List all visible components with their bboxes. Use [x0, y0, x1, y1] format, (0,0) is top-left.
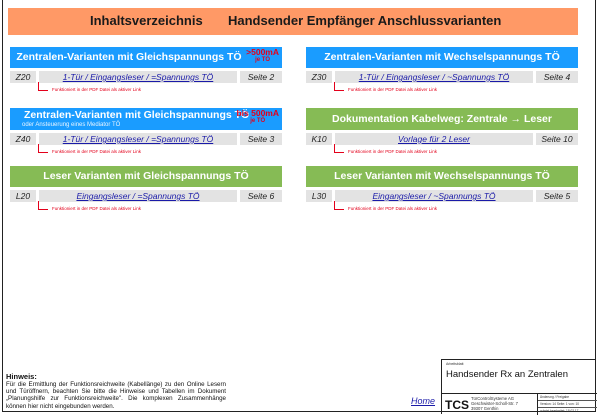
revision-label: Änderung / Freigabe	[538, 394, 597, 401]
section-title: Zentralen-Varianten mit Wechselspannungs TÖ	[324, 51, 560, 63]
current-badge	[246, 47, 279, 64]
section-card-k10	[306, 108, 578, 159]
note-bracket	[38, 82, 48, 91]
toc-row	[306, 71, 578, 83]
note-bracket	[334, 201, 344, 210]
note-text: Funktioniert in der PDF Datei als aktiver Link	[348, 206, 438, 211]
note-text: Funktioniert in der PDF Datei als aktiver Link	[52, 206, 142, 211]
link-note	[306, 202, 578, 216]
note-text: Funktioniert in der PDF Datei als aktiver Link	[52, 87, 142, 92]
hint-title: Hinweis:	[6, 372, 37, 381]
toc-row	[10, 71, 282, 83]
note-text: Funktioniert in der PDF Datei als aktiver Link	[348, 149, 438, 154]
hint-box	[6, 373, 226, 410]
company-logo: TCS	[445, 398, 469, 412]
toc-row	[306, 133, 578, 145]
section-card-z40	[10, 108, 282, 159]
section-header	[10, 166, 282, 187]
section-title: Dokumentation Kabelweg: Zentrale → Leser	[332, 113, 552, 125]
company-city: 39307 Genthin	[471, 406, 499, 411]
section-header	[306, 166, 578, 187]
badge-sub: je TÖ	[255, 57, 271, 63]
section-card-z20	[10, 47, 282, 97]
toc-row	[306, 190, 578, 202]
toc-row	[10, 190, 282, 202]
title-band	[8, 8, 578, 35]
note-bracket	[334, 144, 344, 153]
note-bracket	[38, 201, 48, 210]
link-note	[306, 145, 578, 159]
hint-text: Für die Ermittlung der Funktionsreichweite (Kabellänge) zu den Online Lesern und Türöffnern, beachten Sie bitte die Hinweise und Tabellen im Dokument „Planungshilfe zur Funktionsreichweite". Die komplexen Zusammenhänge können hier nicht eingebunden werden.	[6, 381, 226, 410]
page-reference: Seite 6	[240, 190, 282, 202]
toc-link[interactable]: 1-Tür / Eingangsleser / ~Spannungs TÖ	[335, 71, 533, 83]
title-block	[441, 359, 596, 414]
company-address	[471, 396, 518, 411]
page-reference: Seite 10	[536, 133, 578, 145]
section-card-z30	[306, 47, 578, 97]
toc-link[interactable]: 1-Tür / Eingangsleser / =Spannungs TÖ	[39, 133, 237, 145]
link-note	[306, 83, 578, 97]
note-bracket	[334, 82, 344, 91]
link-note	[10, 83, 282, 97]
section-code: K10	[306, 133, 332, 145]
section-code: Z40	[10, 133, 36, 145]
note-bracket	[38, 144, 48, 153]
section-code: Z20	[10, 71, 36, 83]
section-title: Leser Varianten mit Wechselspannungs TÖ	[334, 170, 550, 182]
toc-link[interactable]: Eingangsleser / =Spannungs TÖ	[39, 190, 237, 202]
toc-link[interactable]: 1-Tür / Eingangsleser / =Spannungs TÖ	[39, 71, 237, 83]
toc-link[interactable]: Vorlage für 2 Leser	[335, 133, 533, 145]
last-edited: zuletzt bearbeitet: 18.02.17	[540, 409, 579, 413]
sheet-title: Handsender Rx an Zentralen	[446, 369, 568, 380]
badge-main: bis 500mA	[236, 108, 279, 118]
section-code: L30	[306, 190, 332, 202]
page-reference: Seite 2	[240, 71, 282, 83]
section-subtitle: oder Ansteuerung eines Mediator TÖ	[22, 122, 121, 128]
section-card-l20	[10, 166, 282, 216]
section-title: Zentralen-Varianten mit Gleichspannungs TÖ	[16, 51, 242, 63]
note-text: Funktioniert in der PDF Datei als aktiver Link	[52, 149, 142, 154]
current-badge	[236, 108, 279, 125]
document-heading: Handsender Empfänger Anschlussvarianten	[228, 13, 502, 28]
toc-link[interactable]: Eingangsleser / ~Spannungs TÖ	[335, 190, 533, 202]
section-header	[306, 108, 578, 130]
section-header	[306, 47, 578, 68]
note-text: Funktioniert in der PDF Datei als aktiver Link	[348, 87, 438, 92]
version-info: Version: 14 Seite: 1 von: 10	[538, 401, 597, 408]
toc-row	[10, 133, 282, 145]
page-reference: Seite 5	[536, 190, 578, 202]
title-block-header	[442, 360, 597, 394]
revision-info	[537, 394, 597, 415]
company-name: TürControlSysteme AG	[471, 396, 515, 401]
badge-main: >500mA	[246, 47, 279, 57]
section-title: Leser Varianten mit Gleichspannungs TÖ	[43, 170, 249, 182]
page-reference: Seite 3	[240, 133, 282, 145]
section-code: L20	[10, 190, 36, 202]
section-header	[10, 47, 282, 68]
section-card-l30	[306, 166, 578, 216]
section-header	[10, 108, 282, 130]
toc-title: Inhaltsverzeichnis	[90, 13, 203, 28]
page-reference: Seite 4	[536, 71, 578, 83]
home-link[interactable]: Home	[411, 396, 436, 406]
badge-sub: je TÖ	[250, 118, 266, 124]
section-title: Zentralen-Varianten mit Gleichspannungs TÖ	[24, 109, 250, 121]
link-note	[10, 202, 282, 216]
section-code: Z30	[306, 71, 332, 83]
link-note	[10, 145, 282, 159]
company-street: Geschwister-Scholl-Str. 7	[471, 401, 519, 406]
sheet-label: Arbeitsblatt	[446, 362, 464, 366]
